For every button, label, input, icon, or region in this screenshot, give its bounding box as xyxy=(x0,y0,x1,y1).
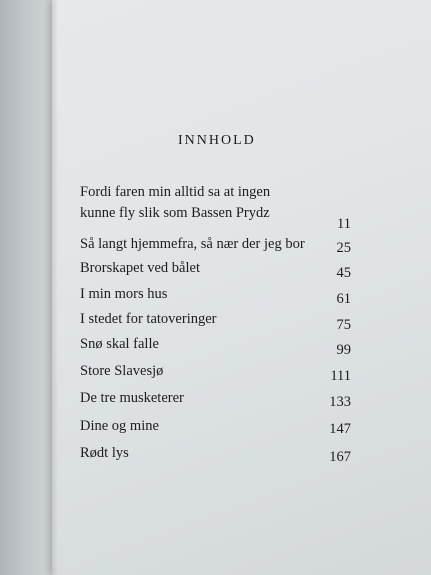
toc-entry-title: De tre musketerer xyxy=(80,390,184,406)
toc-entry-page: 45 xyxy=(336,265,351,281)
toc-entry-title-line1: Fordi faren min alltid sa at ingen xyxy=(80,184,271,200)
toc-entry-page: 11 xyxy=(337,216,351,232)
toc-entry-title: Store Slavesjø xyxy=(80,363,164,379)
toc-entry-page: 75 xyxy=(336,317,351,333)
toc-entry-title: Snø skal falle xyxy=(80,336,159,352)
toc-entry-page: 133 xyxy=(329,394,351,410)
toc-entry-page: 25 xyxy=(336,240,351,256)
toc-heading: INNHOLD xyxy=(178,133,256,148)
toc-entry-page: 99 xyxy=(336,342,351,358)
toc-entry-title: Så langt hjemmefra, så nær der jeg bor xyxy=(80,236,305,252)
toc-entry-title-line2: kunne fly slik som Bassen Prydz xyxy=(80,205,270,221)
toc-entry-title: Brorskapet ved bålet xyxy=(80,260,200,276)
toc-entry-page: 167 xyxy=(329,449,351,465)
toc-entry-page: 61 xyxy=(336,291,351,307)
toc-entry-title: I stedet for tatoveringer xyxy=(80,311,217,327)
toc-entry-title: I min mors hus xyxy=(80,286,168,302)
toc-entry-page: 111 xyxy=(330,368,351,384)
toc-entry-page: 147 xyxy=(329,421,351,437)
toc-entry-title: Rødt lys xyxy=(80,445,129,461)
toc-entry-title: Dine og mine xyxy=(80,418,159,434)
